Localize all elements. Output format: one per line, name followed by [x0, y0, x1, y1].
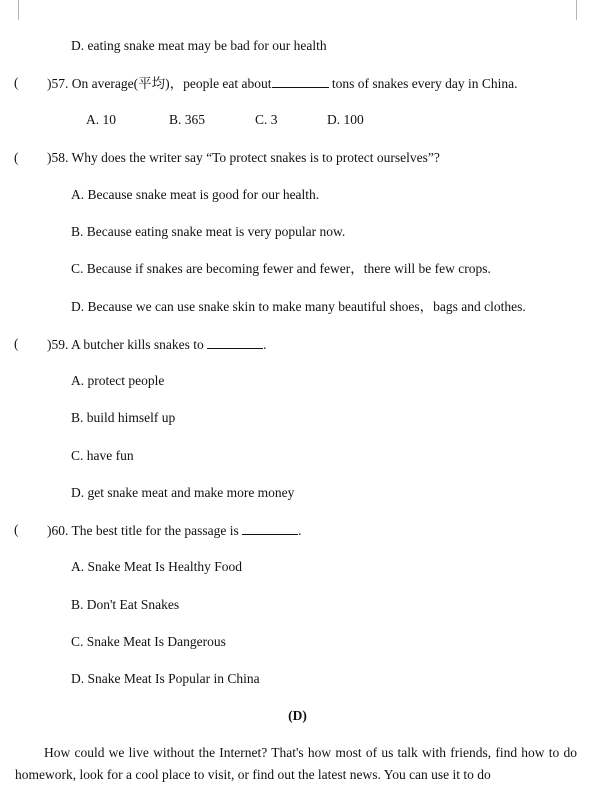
option-a: A. Snake Meat Is Healthy Food — [71, 559, 242, 574]
option-c: C. Snake Meat Is Dangerous — [71, 634, 226, 649]
option-d: D. Because we can use snake skin to make many beautiful shoes，bags and clothes. — [71, 299, 526, 314]
question-57-options — [0, 112, 595, 128]
option-b: B. build himself up — [71, 410, 176, 425]
answer-blank — [242, 522, 298, 535]
option-a: A. Because snake meat is good for our health. — [71, 187, 320, 202]
question-60-text-end: . — [298, 523, 302, 538]
option-d: D. Snake Meat Is Popular in China — [71, 671, 260, 686]
section-title: (D) — [288, 708, 307, 723]
crop-mark-right — [576, 0, 595, 20]
answer-paren: ( — [14, 150, 19, 165]
question-57-text-end: tons of snakes every day in China. — [331, 76, 518, 91]
question-59-text-end: . — [263, 337, 267, 352]
question-58-text: )58. Why does the writer say “To protect snakes is to protect ourselves”? — [47, 150, 440, 165]
option-c: C. 3 — [255, 112, 278, 127]
crop-mark-left — [0, 0, 19, 20]
question-57-text: )57. On average(平均)，people eat about — [47, 76, 272, 91]
answer-blank — [207, 336, 263, 349]
option-c: C. have fun — [71, 448, 134, 463]
option-a: A. 10 — [86, 112, 116, 127]
option-d: D. 100 — [327, 112, 364, 127]
option-d: D. get snake meat and make more money — [71, 485, 295, 500]
option-c: C. Because if snakes are becoming fewer and fewer，there will be few crops. — [71, 261, 491, 276]
question-60-text: )60. The best title for the passage is — [47, 523, 239, 538]
answer-blank — [272, 75, 329, 88]
option-a: A. protect people — [71, 373, 165, 388]
answer-paren: ( — [14, 336, 19, 351]
answer-paren: ( — [14, 522, 19, 537]
q56-option-d: D. eating snake meat may be bad for our health — [71, 38, 327, 53]
option-b: B. Because eating snake meat is very popular now. — [71, 224, 346, 239]
passage-paragraph: How could we live without the Internet? That's how most of us talk with friends, find how to do homework, look for a cool place to visit, or find out the latest news. You can use it to do — [15, 745, 577, 782]
answer-paren: ( — [14, 75, 19, 90]
option-b: B. Don't Eat Snakes — [71, 597, 180, 612]
question-59-text: )59. A butcher kills snakes to — [47, 337, 204, 352]
option-b: B. 365 — [169, 112, 206, 127]
